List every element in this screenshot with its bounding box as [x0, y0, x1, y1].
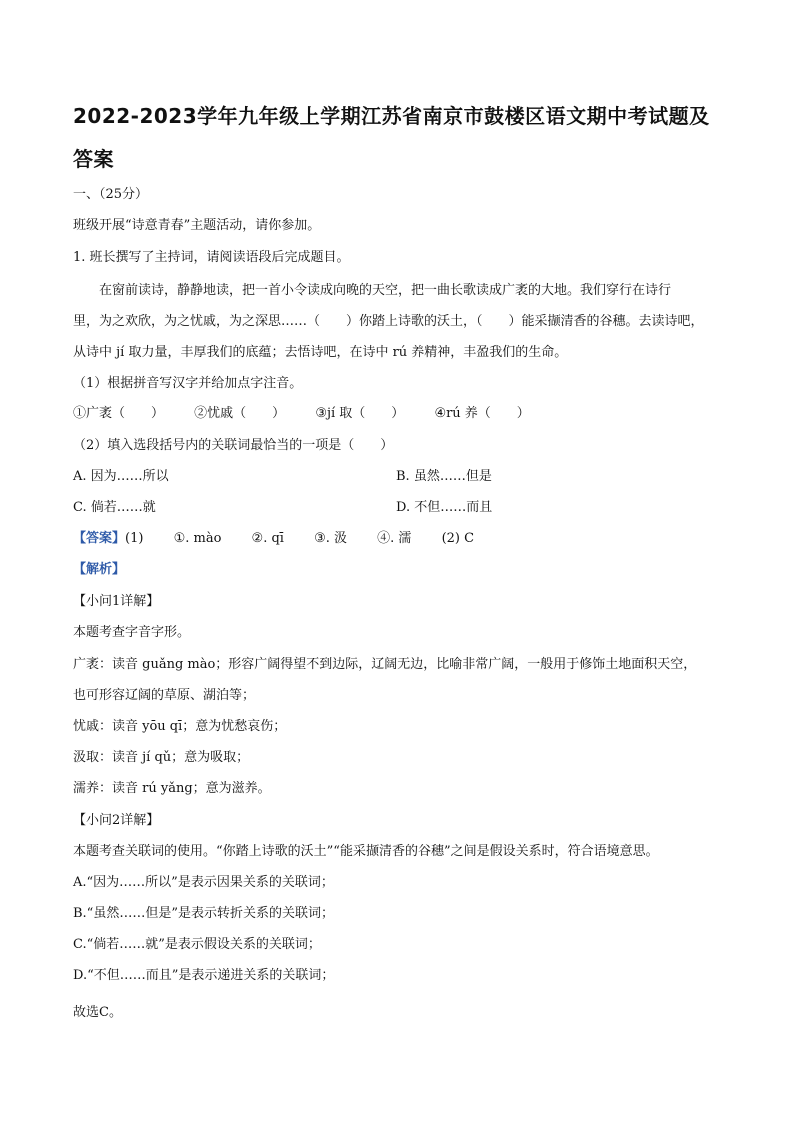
section-header: 一、（25分） [73, 187, 149, 202]
explanation-d: D.“不但……而且”是表示递进关系的关联词； [73, 968, 335, 983]
guangmao-line-1: 广袤：读音 guǎng mào；形容广阔得望不到边际，辽阔无边，比喻非常广阔，一般用于修饰土地面积天空， [73, 657, 697, 672]
answer-item-1: ①. mào [173, 531, 222, 546]
passage-line-3: 从诗中 jí 取力量，丰厚我们的底蕴；去悟诗吧，在诗中 rú 养精神，丰盈我们的生命。 [73, 345, 568, 360]
option-d: D. 不但……而且 [396, 500, 493, 515]
explanation-c: C.“倘若……就”是表示假设关系的关联词； [73, 937, 321, 952]
guangmao-line-2: 也可形容辽阔的草原、湖泊等； [73, 688, 256, 703]
doc-title-line2: 答案 [73, 147, 114, 171]
sub-answer-1-intro: 本题考查字音字形。 [73, 625, 191, 640]
option-c: C. 倘若……就 [73, 500, 156, 515]
doc-title-line1: 2022-2023学年九年级上学期江苏省南京市鼓楼区语文期中考试题及 [73, 104, 710, 128]
sub-question-1-items [73, 404, 530, 424]
pinyin-item-2: ②忧戚（ ） [194, 406, 286, 421]
section-intro: 班级开展“诗意青春”主题活动，请你参加。 [73, 218, 321, 233]
option-b: B. 虽然……但是 [396, 469, 492, 484]
sub-answer-2-heading: 【小问2详解】 [73, 813, 160, 828]
passage-line-2: 里，为之欢欣，为之忧戚，为之深思……（ ）你踏上诗歌的沃土，（ ）能采撷清香的谷穗。去读诗吧， [73, 314, 704, 329]
answer-item-2: ②. qī [251, 531, 284, 546]
sub-answer-2-intro: 本题考查关联词的使用。“你踏上诗歌的沃土”“能采撷清香的谷穗”之间是假设关系时，符合语境意思。 [73, 844, 659, 859]
sub-question-1: （1）根据拼音写汉字并给加点字注音。 [73, 376, 303, 391]
pinyin-item-3: ③jí 取（ ） [315, 406, 405, 421]
answer-part2: (2) C [441, 531, 475, 546]
pinyin-item-4: ④rú 养（ ） [434, 406, 530, 421]
explanation-a: A.“因为……所以”是表示因果关系的关联词； [73, 875, 334, 890]
sub-answer-1-heading: 【小问1详解】 [73, 594, 160, 609]
final-choice: 故选C。 [73, 1005, 122, 1020]
answer-item-4: ④. 濡 [377, 531, 412, 546]
question-1: 1. 班长撰写了主持词，请阅读语段后完成题目。 [73, 250, 350, 265]
pinyin-item-1: ①广袤（ ） [73, 406, 165, 421]
ruyang-line: 濡养：读音 rú yǎng；意为滋养。 [73, 781, 271, 796]
answer-item-3: ③. 汲 [314, 531, 348, 546]
option-a: A. 因为……所以 [73, 469, 169, 484]
explanation-b: B.“虽然……但是”是表示转折关系的关联词； [73, 906, 334, 921]
answer-part1: (1) [125, 531, 144, 546]
jiqu-line: 汲取：读音 jí qǔ；意为吸取； [73, 750, 250, 765]
sub-question-2: （2）填入选段括号内的关联词最恰当的一项是（ ） [73, 438, 394, 453]
answer-label: 【答案】 [73, 531, 126, 546]
answer-line [73, 529, 474, 549]
analysis-label: 【解析】 [73, 562, 126, 577]
passage-line-1: 在窗前读诗，静静地读，把一首小令读成向晚的天空，把一曲长歌读成广袤的大地。我们穿行在诗行 [99, 283, 672, 298]
youqi-line: 忧戚：读音 yōu qī；意为忧愁哀伤； [73, 719, 287, 734]
